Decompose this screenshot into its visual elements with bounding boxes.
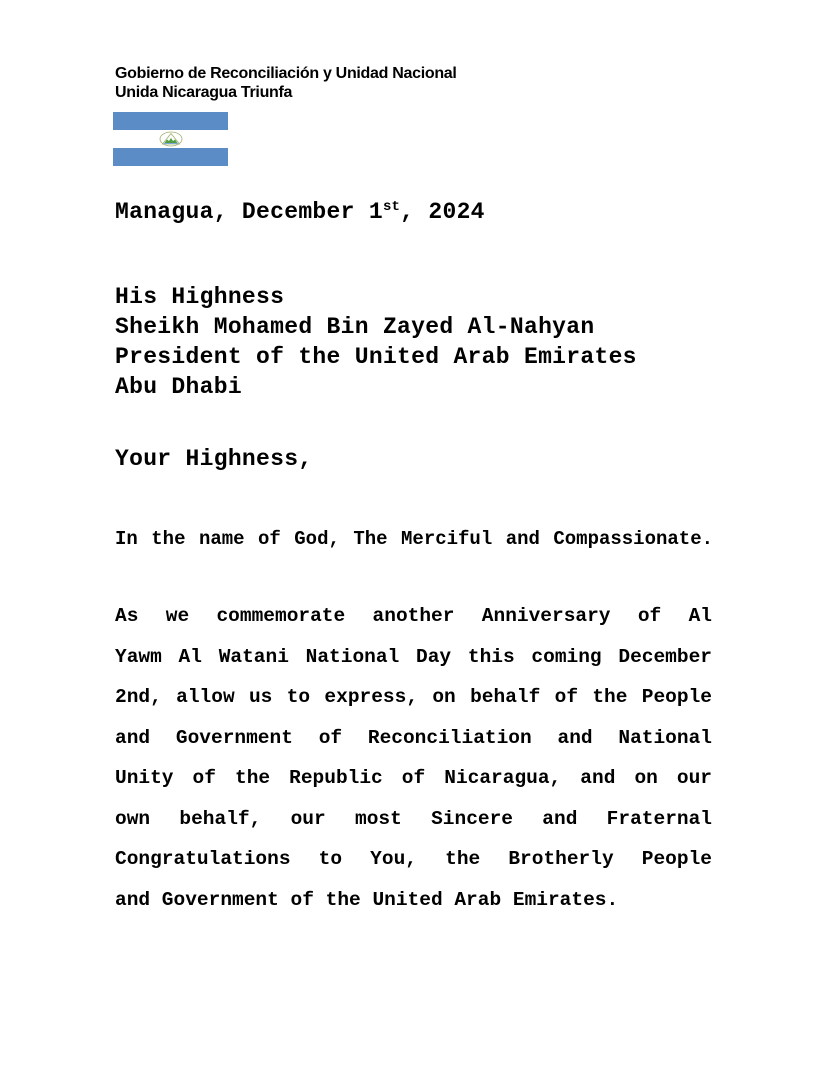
letterhead-title: Gobierno de Reconciliación y Unidad Nacional xyxy=(115,65,457,82)
body-paragraph xyxy=(115,596,712,920)
date-line xyxy=(115,197,485,230)
salutation: Your Highness, xyxy=(115,446,313,472)
flag-stripe-top xyxy=(113,112,228,130)
recipient-honorific: His Highness xyxy=(115,284,285,310)
recipient-block xyxy=(115,282,637,402)
body-line: own behalf, our most Sincere and Fraternal xyxy=(115,807,712,830)
date-prefix: Managua, December 1 xyxy=(115,199,383,225)
recipient-title: President of the United Arab Emirates xyxy=(115,344,637,370)
flag-stripe-middle xyxy=(113,130,228,148)
emblem-water xyxy=(164,143,178,144)
body-line: Unity of the Republic of Nicaragua, and on our xyxy=(115,767,712,789)
recipient-city: Abu Dhabi xyxy=(115,374,242,400)
coat-of-arms-icon xyxy=(159,131,183,147)
recipient-name: Sheikh Mohamed Bin Zayed Al-Nahyan xyxy=(115,314,595,340)
invocation-line: In the name of God, The Merciful and Compassionate. xyxy=(115,528,713,550)
body-line: Congratulations to You, the Brotherly People xyxy=(115,848,712,870)
body-line: Yawm Al Watani National Day this coming December xyxy=(115,645,712,668)
nicaragua-flag-image xyxy=(113,112,228,166)
date-suffix: , 2024 xyxy=(400,199,485,225)
body-line: and Government of the United Arab Emirates. xyxy=(115,888,619,911)
body-line: As we commemorate another Anniversary of Al xyxy=(115,605,712,627)
letterhead-motto: Unida Nicaragua Triunfa xyxy=(115,84,293,101)
body-line: 2nd, allow us to express, on behalf of the People xyxy=(115,686,712,708)
letterhead xyxy=(115,64,457,102)
flag-stripe-bottom xyxy=(113,148,228,166)
body-line: and Government of Reconciliation and National xyxy=(115,726,712,749)
date-ordinal-superscript: st xyxy=(382,199,401,215)
